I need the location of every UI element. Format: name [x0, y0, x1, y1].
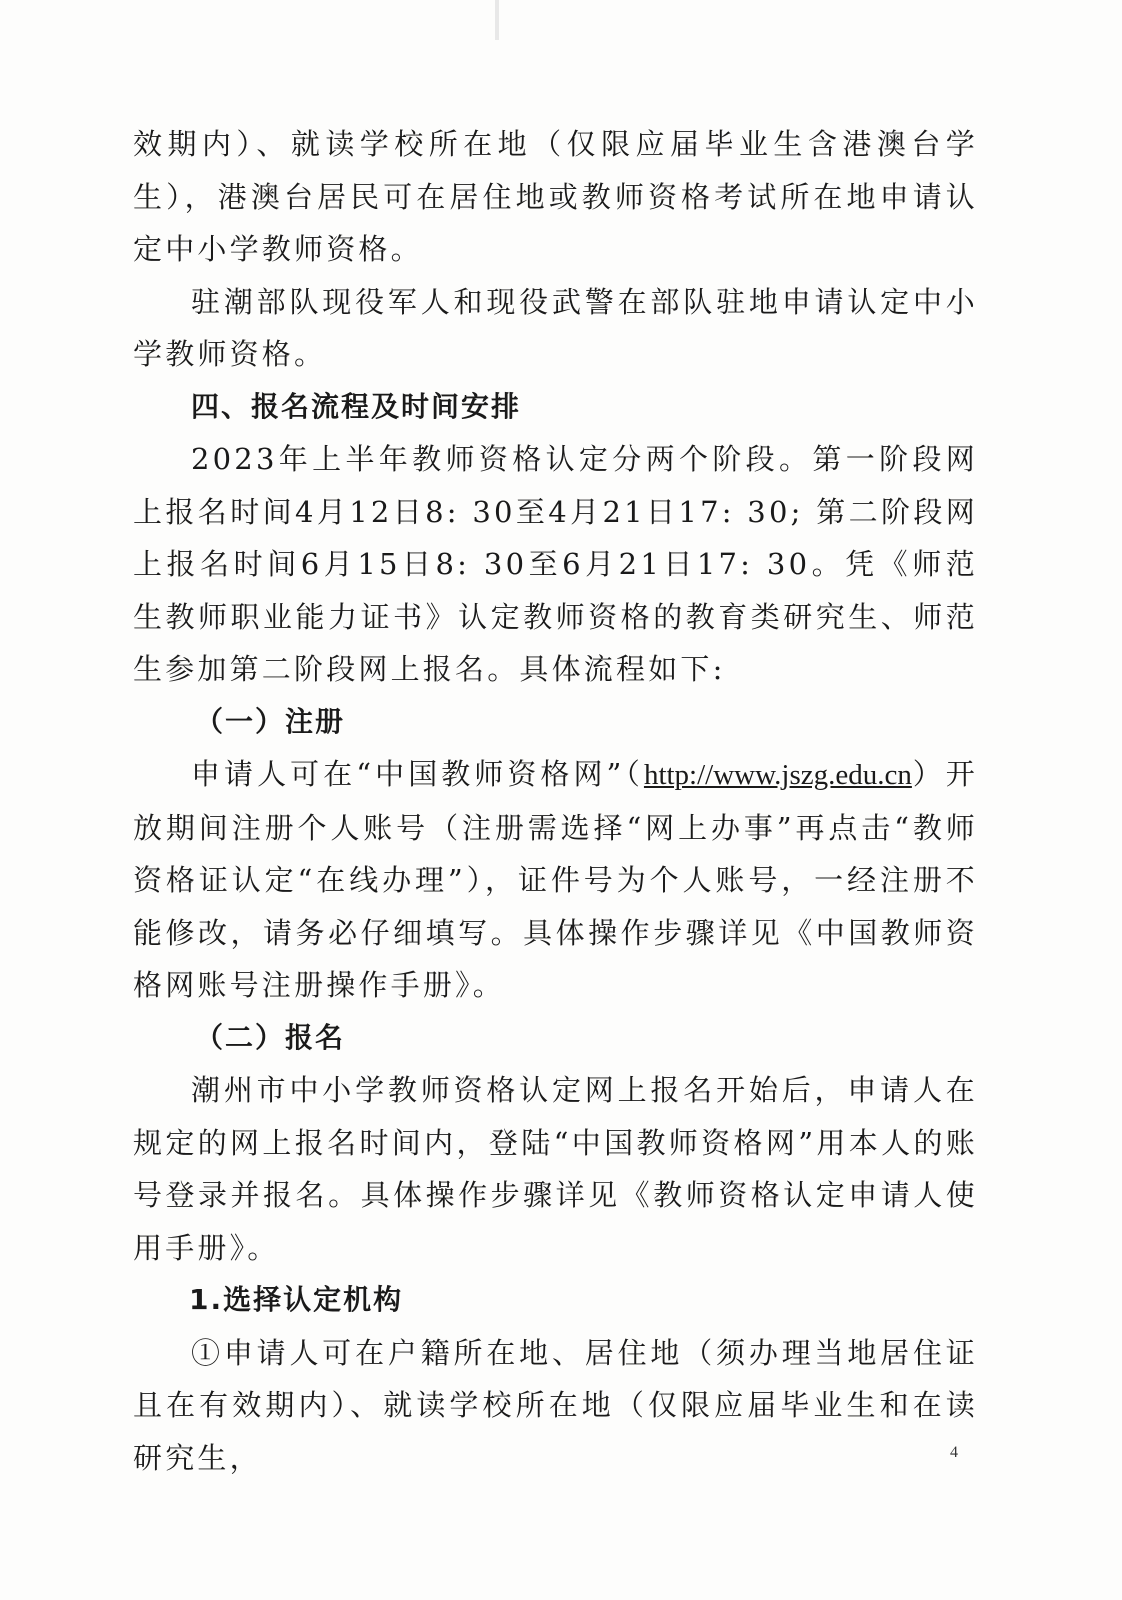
- document-body: [133, 118, 978, 1484]
- scan-artifact: [495, 0, 499, 40]
- register-text-after: ）开放期间注册个人账号（注册需选择“网上办事”再点击“教师资格证认定“在线办理”），证件号为个人账号，一经注册不能修改，请务必仔细填写。具体操作步骤详见《中国教师资格网账号注册操作手册》。: [133, 757, 978, 1002]
- paragraph-continuation: 效期内）、就读学校所在地（仅限应届毕业生含港澳台学生），港澳台居民可在居住地或教师资格考试所在地申请认定中小学教师资格。: [133, 127, 978, 266]
- subheading-register: （一）注册: [195, 704, 346, 738]
- paragraph-signup: 潮州市中小学教师资格认定网上报名开始后，申请人在规定的网上报名时间内，登陆“中国教师资格网”用本人的账号登录并报名。具体操作步骤详见《教师资格认定申请人使用手册》。: [133, 1073, 978, 1265]
- paragraph-schedule: 2023年上半年教师资格认定分两个阶段。第一阶段网上报名时间4月12日8: 30至4月21日17: 30; 第二阶段网上报名时间6月15日8: 30至6月21日17: 30。凭《师范生教师职业能力证书》认定教师资格的教育类研究生、师范生参加第二阶段网上报名。具体流程如下:: [133, 442, 978, 686]
- jszg-website-link[interactable]: http://www.jszg.edu.cn: [643, 759, 912, 791]
- section-heading-4: 四、报名流程及时间安排: [191, 389, 522, 423]
- paragraph-military: 驻潮部队现役军人和现役武警在部队驻地申请认定中小学教师资格。: [133, 284, 978, 371]
- register-text-before: 申请人可在“中国教师资格网”（: [191, 757, 644, 791]
- paragraph-select-agency: ①申请人可在户籍所在地、居住地（须办理当地居住证且在有效期内）、就读学校所在地（仅限应届毕业生和在读研究生，: [133, 1335, 978, 1475]
- paragraph-register: [133, 748, 978, 1012]
- subheading-select-agency: 1.选择认定机构: [189, 1283, 404, 1316]
- page-number: 4: [950, 1444, 958, 1461]
- subheading-signup: （二）报名: [195, 1020, 346, 1054]
